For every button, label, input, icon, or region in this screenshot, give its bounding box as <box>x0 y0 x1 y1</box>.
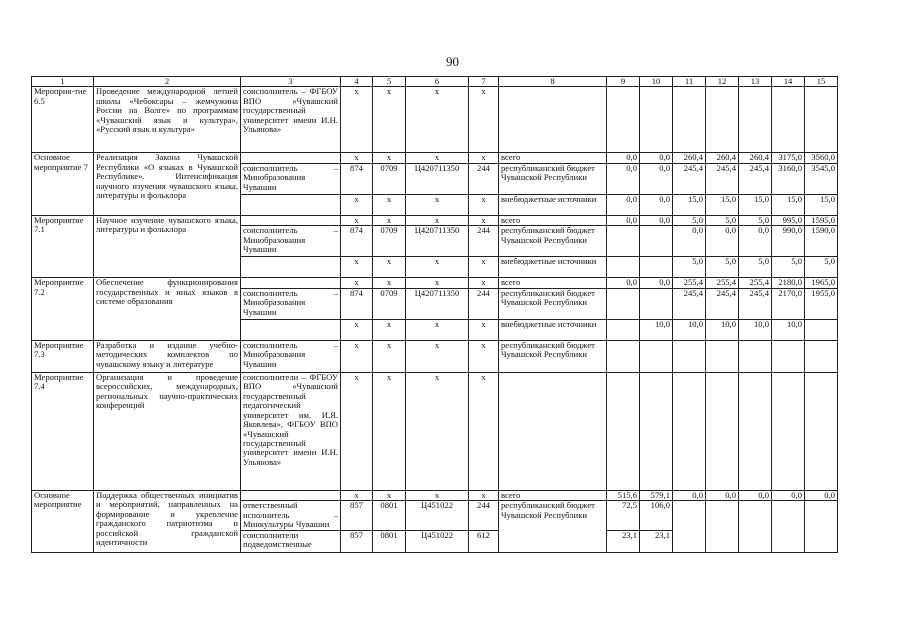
value-cell: 10,0 <box>673 319 706 340</box>
value-cell <box>640 87 673 153</box>
funding-source: внебюджетные источники <box>499 319 607 340</box>
value-cell <box>805 87 838 153</box>
section-code: 0709 <box>373 288 406 319</box>
value-cell: 255,4 <box>706 278 739 288</box>
value-cell: 0,0 <box>772 490 805 500</box>
executor: соисполнитель – Минобразования Чувашии <box>241 163 341 194</box>
value-cell: 10,0 <box>640 319 673 340</box>
value-cell: 245,4 <box>706 288 739 319</box>
funding-source: республиканский бюджет Чувашской Республики <box>499 163 607 194</box>
value-cell <box>739 372 772 490</box>
value-cell <box>805 372 838 490</box>
expense-code: х <box>469 153 499 163</box>
executor <box>241 153 341 163</box>
value-cell <box>640 372 673 490</box>
expense-code: 244 <box>469 163 499 194</box>
table-row <box>32 215 838 225</box>
value-cell: 1595,0 <box>805 215 838 225</box>
value-cell: 0,0 <box>739 490 772 500</box>
value-cell: 3160,0 <box>772 163 805 194</box>
target-code: х <box>406 257 469 278</box>
value-cell <box>772 340 805 372</box>
grbs-code: 874 <box>341 288 373 319</box>
value-cell <box>706 87 739 153</box>
grbs-code: х <box>341 153 373 163</box>
activity-code: Основное мероприятие 7 <box>32 153 94 215</box>
header-cell: 3 <box>241 77 341 87</box>
value-cell: 0,0 <box>673 490 706 500</box>
value-cell: 0,0 <box>640 194 673 215</box>
value-cell <box>805 340 838 372</box>
expense-code: 244 <box>469 501 499 530</box>
value-cell <box>607 288 640 319</box>
header-cell: 12 <box>706 77 739 87</box>
grbs-code: х <box>341 490 373 500</box>
grbs-code: 874 <box>341 226 373 257</box>
activity-code: Мероприятие 7.4 <box>32 372 94 490</box>
section-code: 0709 <box>373 226 406 257</box>
activity-title: Разработка и издание учебно-методических комплектов по чувашскому языку и литературе <box>94 340 241 372</box>
section-code: х <box>373 319 406 340</box>
value-cell: 10,0 <box>772 319 805 340</box>
activity-title: Организация и проведение всероссийских, международных, региональных научно-практических конференций <box>94 372 241 490</box>
value-cell <box>673 501 706 552</box>
target-code: х <box>406 194 469 215</box>
value-cell: 0,0 <box>640 163 673 194</box>
activity-title: Поддержка общественных инициатив и мероприятий, направленных на формирование и укрепление гражданского патриотизма и российской гражданской идентичности <box>94 490 241 552</box>
value-cell: 579,1 <box>640 490 673 500</box>
executor <box>241 319 341 340</box>
value-cell: 72,5 <box>607 501 640 530</box>
value-cell: 5,0 <box>739 215 772 225</box>
target-code: х <box>406 340 469 372</box>
executor: соисполнители подведомственные <box>241 530 341 552</box>
funding-source: республиканский бюджет Чувашской Республики <box>499 501 607 552</box>
table-row <box>32 372 838 490</box>
value-cell: 0,0 <box>607 153 640 163</box>
executor: соисполнитель – Минобразования Чувашии <box>241 288 341 319</box>
value-cell: 5,0 <box>706 257 739 278</box>
executor <box>241 278 341 288</box>
grbs-code: х <box>341 87 373 153</box>
value-cell: 10,0 <box>706 319 739 340</box>
grbs-code: х <box>341 372 373 490</box>
value-cell: 0,0 <box>640 215 673 225</box>
budget-table <box>31 76 838 553</box>
target-code: Ц420711350 <box>406 163 469 194</box>
table-row <box>32 490 838 500</box>
table-row <box>32 87 838 153</box>
target-code: Ц451022 <box>406 530 469 552</box>
value-cell: 0,0 <box>706 490 739 500</box>
executor <box>241 194 341 215</box>
grbs-code: х <box>341 194 373 215</box>
value-cell: 1965,0 <box>805 278 838 288</box>
value-cell: 10,0 <box>739 319 772 340</box>
value-cell: 1955,0 <box>805 288 838 319</box>
target-code: х <box>406 278 469 288</box>
funding-source: внебюджетные источники <box>499 194 607 215</box>
expense-code: х <box>469 87 499 153</box>
target-code: х <box>406 490 469 500</box>
expense-code: х <box>469 340 499 372</box>
expense-code: х <box>469 215 499 225</box>
value-cell <box>607 319 640 340</box>
activity-code: Мероприя-тие 6.5 <box>32 87 94 153</box>
value-cell <box>805 319 838 340</box>
grbs-code: х <box>341 278 373 288</box>
expense-code: х <box>469 372 499 490</box>
header-cell: 7 <box>469 77 499 87</box>
activity-title: Научное изучение чувашского языка, литературы и фольклора <box>94 215 241 277</box>
value-cell: 2170,0 <box>772 288 805 319</box>
section-code: х <box>373 153 406 163</box>
value-cell: 15,0 <box>805 194 838 215</box>
executor: ответственный исполнитель – Минкультуры Чувашии <box>241 501 341 530</box>
value-cell <box>772 87 805 153</box>
value-cell <box>607 87 640 153</box>
value-cell: 245,4 <box>739 288 772 319</box>
value-cell <box>640 288 673 319</box>
expense-code: х <box>469 257 499 278</box>
section-code: 0801 <box>373 501 406 530</box>
target-code: х <box>406 153 469 163</box>
value-cell <box>673 372 706 490</box>
value-cell: 5,0 <box>673 257 706 278</box>
header-cell: 15 <box>805 77 838 87</box>
value-cell: 0,0 <box>607 163 640 194</box>
value-cell <box>706 340 739 372</box>
target-code: Ц420711350 <box>406 226 469 257</box>
header-cell: 1 <box>32 77 94 87</box>
value-cell: 3560,0 <box>805 153 838 163</box>
value-cell <box>739 340 772 372</box>
header-cell: 13 <box>739 77 772 87</box>
section-code: 0709 <box>373 163 406 194</box>
activity-title: Реализация Закона Чувашской Республики «О языках в Чувашской Республике». Интенсификация научного изучения чувашского языка, литературы и фольклора <box>94 153 241 215</box>
target-code: Ц420711350 <box>406 288 469 319</box>
value-cell: 255,4 <box>673 278 706 288</box>
header-cell: 10 <box>640 77 673 87</box>
header-cell: 11 <box>673 77 706 87</box>
funding-source: республиканский бюджет Чувашской Республики <box>499 340 607 372</box>
section-code: х <box>373 372 406 490</box>
value-cell <box>673 340 706 372</box>
expense-code: х <box>469 278 499 288</box>
activity-title: Проведение международной летней школы «Чебоксары – жемчужина России на Волге» по программам «Чувашский язык и культура», «Русский язык и культура» <box>94 87 241 153</box>
value-cell <box>640 340 673 372</box>
grbs-code: х <box>341 257 373 278</box>
target-code: Ц451022 <box>406 501 469 530</box>
table-row <box>32 153 838 163</box>
value-cell <box>739 501 772 552</box>
value-cell: 0,0 <box>640 278 673 288</box>
value-cell: 245,4 <box>673 163 706 194</box>
grbs-code: 857 <box>341 530 373 552</box>
grbs-code: х <box>341 340 373 372</box>
header-row <box>32 77 838 87</box>
value-cell: 990,0 <box>772 226 805 257</box>
executor: соисполнитель – Минобразования Чувашии <box>241 340 341 372</box>
value-cell: 5,0 <box>805 257 838 278</box>
expense-code: х <box>469 319 499 340</box>
header-cell: 2 <box>94 77 241 87</box>
expense-code: 244 <box>469 288 499 319</box>
header-cell: 9 <box>607 77 640 87</box>
value-cell: 245,4 <box>673 288 706 319</box>
expense-code: 244 <box>469 226 499 257</box>
value-cell: 5,0 <box>739 257 772 278</box>
target-code: х <box>406 319 469 340</box>
grbs-code: х <box>341 215 373 225</box>
funding-source: внебюджетные источники <box>499 257 607 278</box>
table-row <box>32 278 838 288</box>
section-code: х <box>373 194 406 215</box>
value-cell: 106,0 <box>640 501 673 530</box>
value-cell: 0,0 <box>805 490 838 500</box>
value-cell: 0,0 <box>640 153 673 163</box>
section-code: х <box>373 87 406 153</box>
section-code: х <box>373 278 406 288</box>
section-code: х <box>373 340 406 372</box>
activity-code: Мероприятие 7.1 <box>32 215 94 277</box>
value-cell: 23,1 <box>607 530 640 552</box>
value-cell: 15,0 <box>772 194 805 215</box>
value-cell: 5,0 <box>706 215 739 225</box>
header-cell: 4 <box>341 77 373 87</box>
expense-code: 612 <box>469 530 499 552</box>
funding-source: республиканский бюджет Чувашской Республики <box>499 226 607 257</box>
expense-code: х <box>469 194 499 215</box>
page-number: 90 <box>446 54 459 69</box>
header-cell: 6 <box>406 77 469 87</box>
value-cell <box>607 226 640 257</box>
target-code: х <box>406 372 469 490</box>
value-cell <box>640 226 673 257</box>
value-cell: 3175,0 <box>772 153 805 163</box>
executor <box>241 215 341 225</box>
activity-code: Основное мероприятие <box>32 490 94 552</box>
funding-source <box>499 87 607 153</box>
value-cell <box>706 501 739 552</box>
executor <box>241 257 341 278</box>
value-cell: 260,4 <box>673 153 706 163</box>
value-cell: 2180,0 <box>772 278 805 288</box>
value-cell <box>673 87 706 153</box>
value-cell <box>607 372 640 490</box>
value-cell: 0,0 <box>739 226 772 257</box>
value-cell: 0,0 <box>673 226 706 257</box>
section-code: х <box>373 257 406 278</box>
executor <box>241 490 341 500</box>
value-cell <box>640 257 673 278</box>
value-cell: 260,4 <box>706 153 739 163</box>
value-cell <box>772 501 805 552</box>
section-code: х <box>373 490 406 500</box>
funding-source: всего <box>499 153 607 163</box>
value-cell <box>805 501 838 552</box>
value-cell: 255,4 <box>739 278 772 288</box>
value-cell: 515,6 <box>607 490 640 500</box>
expense-code: х <box>469 490 499 500</box>
value-cell: 0,0 <box>607 215 640 225</box>
grbs-code: х <box>341 319 373 340</box>
value-cell <box>772 372 805 490</box>
executor: соисполнитель – Минобразования Чувашии <box>241 226 341 257</box>
value-cell: 0,0 <box>607 278 640 288</box>
executor: соисполнитель – ФГБОУ ВПО «Чувашский государственный университет имени И.Н. Ульянова» <box>241 87 341 153</box>
funding-source: всего <box>499 215 607 225</box>
funding-source: республиканский бюджет Чувашской Республики <box>499 288 607 319</box>
funding-source: всего <box>499 490 607 500</box>
executor: соисполнители – ФГБОУ ВПО «Чувашский государственный педагогический университет им. И.Я. Яковлева», ФГБОУ ВПО «Чувашский государственный университет имени И.Н. Ульянова» <box>241 372 341 490</box>
target-code: х <box>406 215 469 225</box>
value-cell: 15,0 <box>706 194 739 215</box>
value-cell: 0,0 <box>607 194 640 215</box>
value-cell: 5,0 <box>673 215 706 225</box>
value-cell: 995,0 <box>772 215 805 225</box>
value-cell <box>607 257 640 278</box>
value-cell: 260,4 <box>739 153 772 163</box>
header-cell: 5 <box>373 77 406 87</box>
grbs-code: 857 <box>341 501 373 530</box>
value-cell: 15,0 <box>673 194 706 215</box>
value-cell: 3545,0 <box>805 163 838 194</box>
section-code: 0801 <box>373 530 406 552</box>
value-cell <box>607 340 640 372</box>
value-cell: 5,0 <box>772 257 805 278</box>
target-code: х <box>406 87 469 153</box>
table-row <box>32 340 838 372</box>
value-cell: 245,4 <box>706 163 739 194</box>
value-cell: 23,1 <box>640 530 673 552</box>
funding-source <box>499 372 607 490</box>
value-cell <box>739 87 772 153</box>
activity-code: Мероприятие 7.3 <box>32 340 94 372</box>
value-cell: 0,0 <box>706 226 739 257</box>
activity-code: Мероприятие 7.2 <box>32 278 94 340</box>
header-cell: 14 <box>772 77 805 87</box>
value-cell: 245,4 <box>739 163 772 194</box>
value-cell <box>706 372 739 490</box>
value-cell: 1590,0 <box>805 226 838 257</box>
grbs-code: 874 <box>341 163 373 194</box>
activity-title: Обеспечение функционирования государственных и иных языков в системе образования <box>94 278 241 340</box>
section-code: х <box>373 215 406 225</box>
header-cell: 8 <box>499 77 607 87</box>
funding-source: всего <box>499 278 607 288</box>
value-cell: 15,0 <box>739 194 772 215</box>
